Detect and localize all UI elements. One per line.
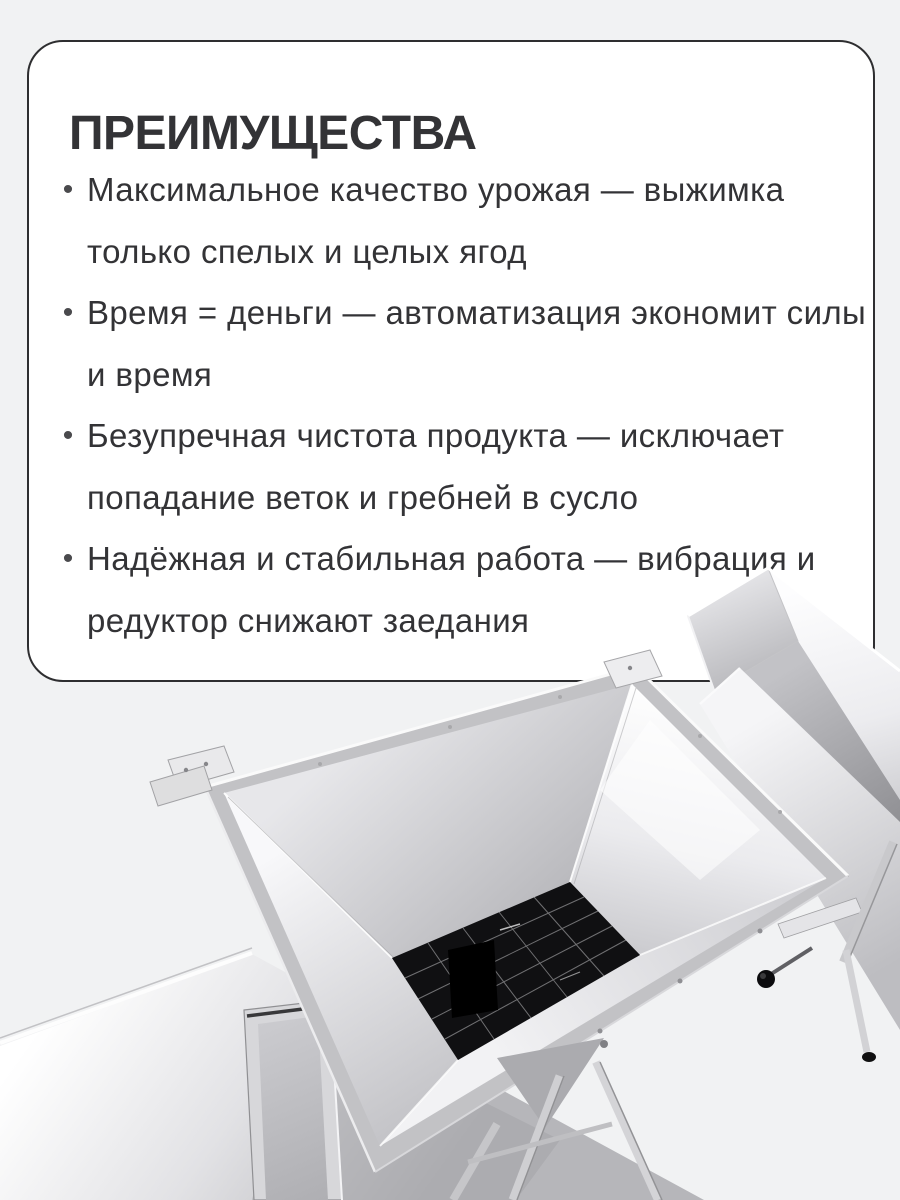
bullet-marker: • xyxy=(62,296,74,329)
advantage-item xyxy=(59,405,833,528)
bullet-marker: • xyxy=(62,542,74,575)
advantage-line: попадание веток и гребней в сусло xyxy=(87,478,639,516)
advantage-item xyxy=(59,282,867,405)
advantage-text xyxy=(87,282,866,405)
advantage-line: редуктор снижают заедания xyxy=(87,601,530,639)
advantage-line: Время = деньги — автоматизация экономит силы xyxy=(87,294,867,331)
advantage-line: Безупречная чистота продукта — исключает xyxy=(87,417,785,454)
handle-knob xyxy=(757,970,775,988)
advantage-item xyxy=(59,159,833,282)
advantage-text xyxy=(87,159,784,282)
throat-opening xyxy=(448,940,498,1018)
advantage-line: и время xyxy=(87,355,213,393)
product-photo xyxy=(0,560,900,1200)
advantage-line: Надёжная и стабильная работа — вибрация и xyxy=(87,540,816,577)
foot-cap xyxy=(862,1052,876,1062)
bullet-marker: • xyxy=(62,173,74,206)
advantage-line: Максимальное качество урожая — выжимка xyxy=(87,171,785,208)
bullet-marker: • xyxy=(62,419,74,452)
advantage-line: только спелых и целых ягод xyxy=(87,232,527,270)
advantage-text xyxy=(87,405,784,528)
card-title: ПРЕИМУЩЕСТВА xyxy=(69,107,477,160)
